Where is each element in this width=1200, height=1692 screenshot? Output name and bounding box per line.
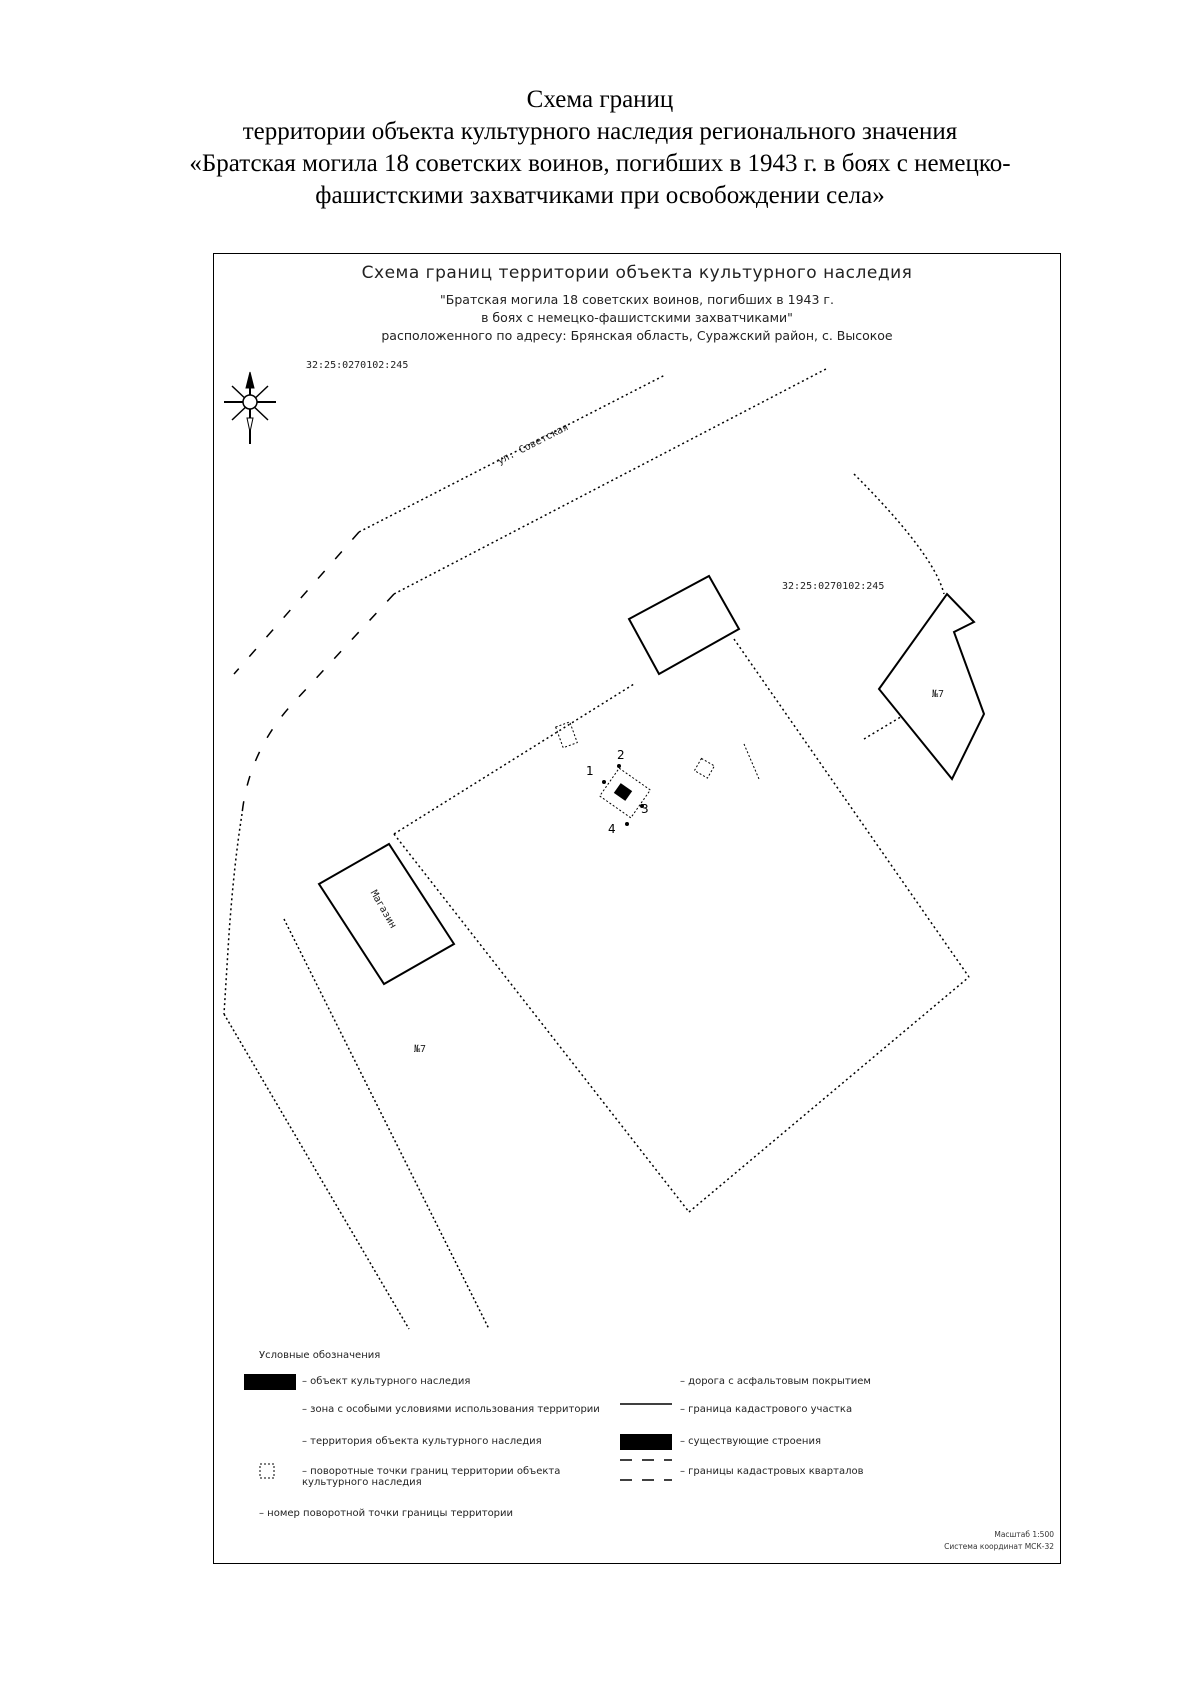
street-road xyxy=(359,369,826,594)
title-line-1: Схема границ xyxy=(526,86,674,113)
parcel-label-east: 32:25:0270102:245 xyxy=(782,581,885,592)
scale-stamp: Масштаб 1:500 xyxy=(994,1530,1054,1539)
legend-heritage-object: – объект культурного наследия xyxy=(302,1376,471,1387)
compass-rose-icon xyxy=(224,372,276,444)
legend-title: Условные обозначения xyxy=(259,1350,381,1361)
legend-swatch-turning-points xyxy=(260,1464,274,1478)
legend-cadastral-quarters: – границы кадастровых кварталов xyxy=(680,1466,864,1477)
building-label-south: №7 xyxy=(414,1044,427,1055)
map-header-object-name: "Братская могила 18 советских воинов, погибших в 1943 г. xyxy=(440,292,834,307)
map-header-object-name-cont: в боях с немецко-фашистскими захватчиками" xyxy=(481,310,793,325)
legend-cadastral-parcel: – граница кадастрового участка xyxy=(680,1404,853,1415)
turning-point-2: 2 xyxy=(617,748,625,762)
map-drawing xyxy=(214,254,1061,1564)
legend-point-number: – номер поворотной точки границы территории xyxy=(259,1508,514,1519)
map-header-title: Схема границ территории объекта культурного наследия xyxy=(361,263,913,283)
turning-point-3: 3 xyxy=(641,802,649,816)
legend-heritage-territory: – территория объекта культурного наследия xyxy=(302,1436,542,1447)
legend-protection-zone: – зона с особыми условиями использования территории xyxy=(302,1404,600,1415)
turning-point-4: 4 xyxy=(608,822,616,836)
document-title xyxy=(60,84,1140,212)
legend-swatch-heritage-object xyxy=(244,1374,296,1390)
mass-grave-object xyxy=(600,764,651,826)
building-east xyxy=(879,594,984,779)
turning-point-1: 1 xyxy=(586,764,594,778)
legend-swatch-buildings xyxy=(620,1434,672,1450)
legend-swatches xyxy=(244,1374,672,1480)
building-label-east: №7 xyxy=(932,689,945,700)
title-line-4: фашистскими захватчиками при освобождении села» xyxy=(315,182,885,209)
existing-buildings xyxy=(319,576,984,984)
building-north xyxy=(629,576,739,674)
coordinate-system-stamp: Система координат МСК-32 xyxy=(944,1542,1054,1551)
legend-existing-buildings: – существующие строения xyxy=(680,1436,821,1447)
street-label: ул. Советская xyxy=(495,421,571,468)
map-header-address: расположенного по адресу: Брянская область, Суражский район, с. Высокое xyxy=(381,328,893,343)
map-sheet xyxy=(213,253,1061,1564)
title-line-3: «Братская могила 18 советских воинов, погибших в 1943 г. в боях с немецко- xyxy=(189,150,1011,177)
title-line-2: территории объекта культурного наследия регионального значения xyxy=(242,118,958,145)
parcel-label-north: 32:25:0270102:245 xyxy=(306,360,409,371)
legend-turning-points: – поворотные точки границ территории объекта культурного наследия xyxy=(302,1466,561,1488)
building-label-shop: Магазин xyxy=(367,888,399,931)
legend-asphalt-road: – дорога с асфальтовым покрытием xyxy=(680,1376,871,1387)
